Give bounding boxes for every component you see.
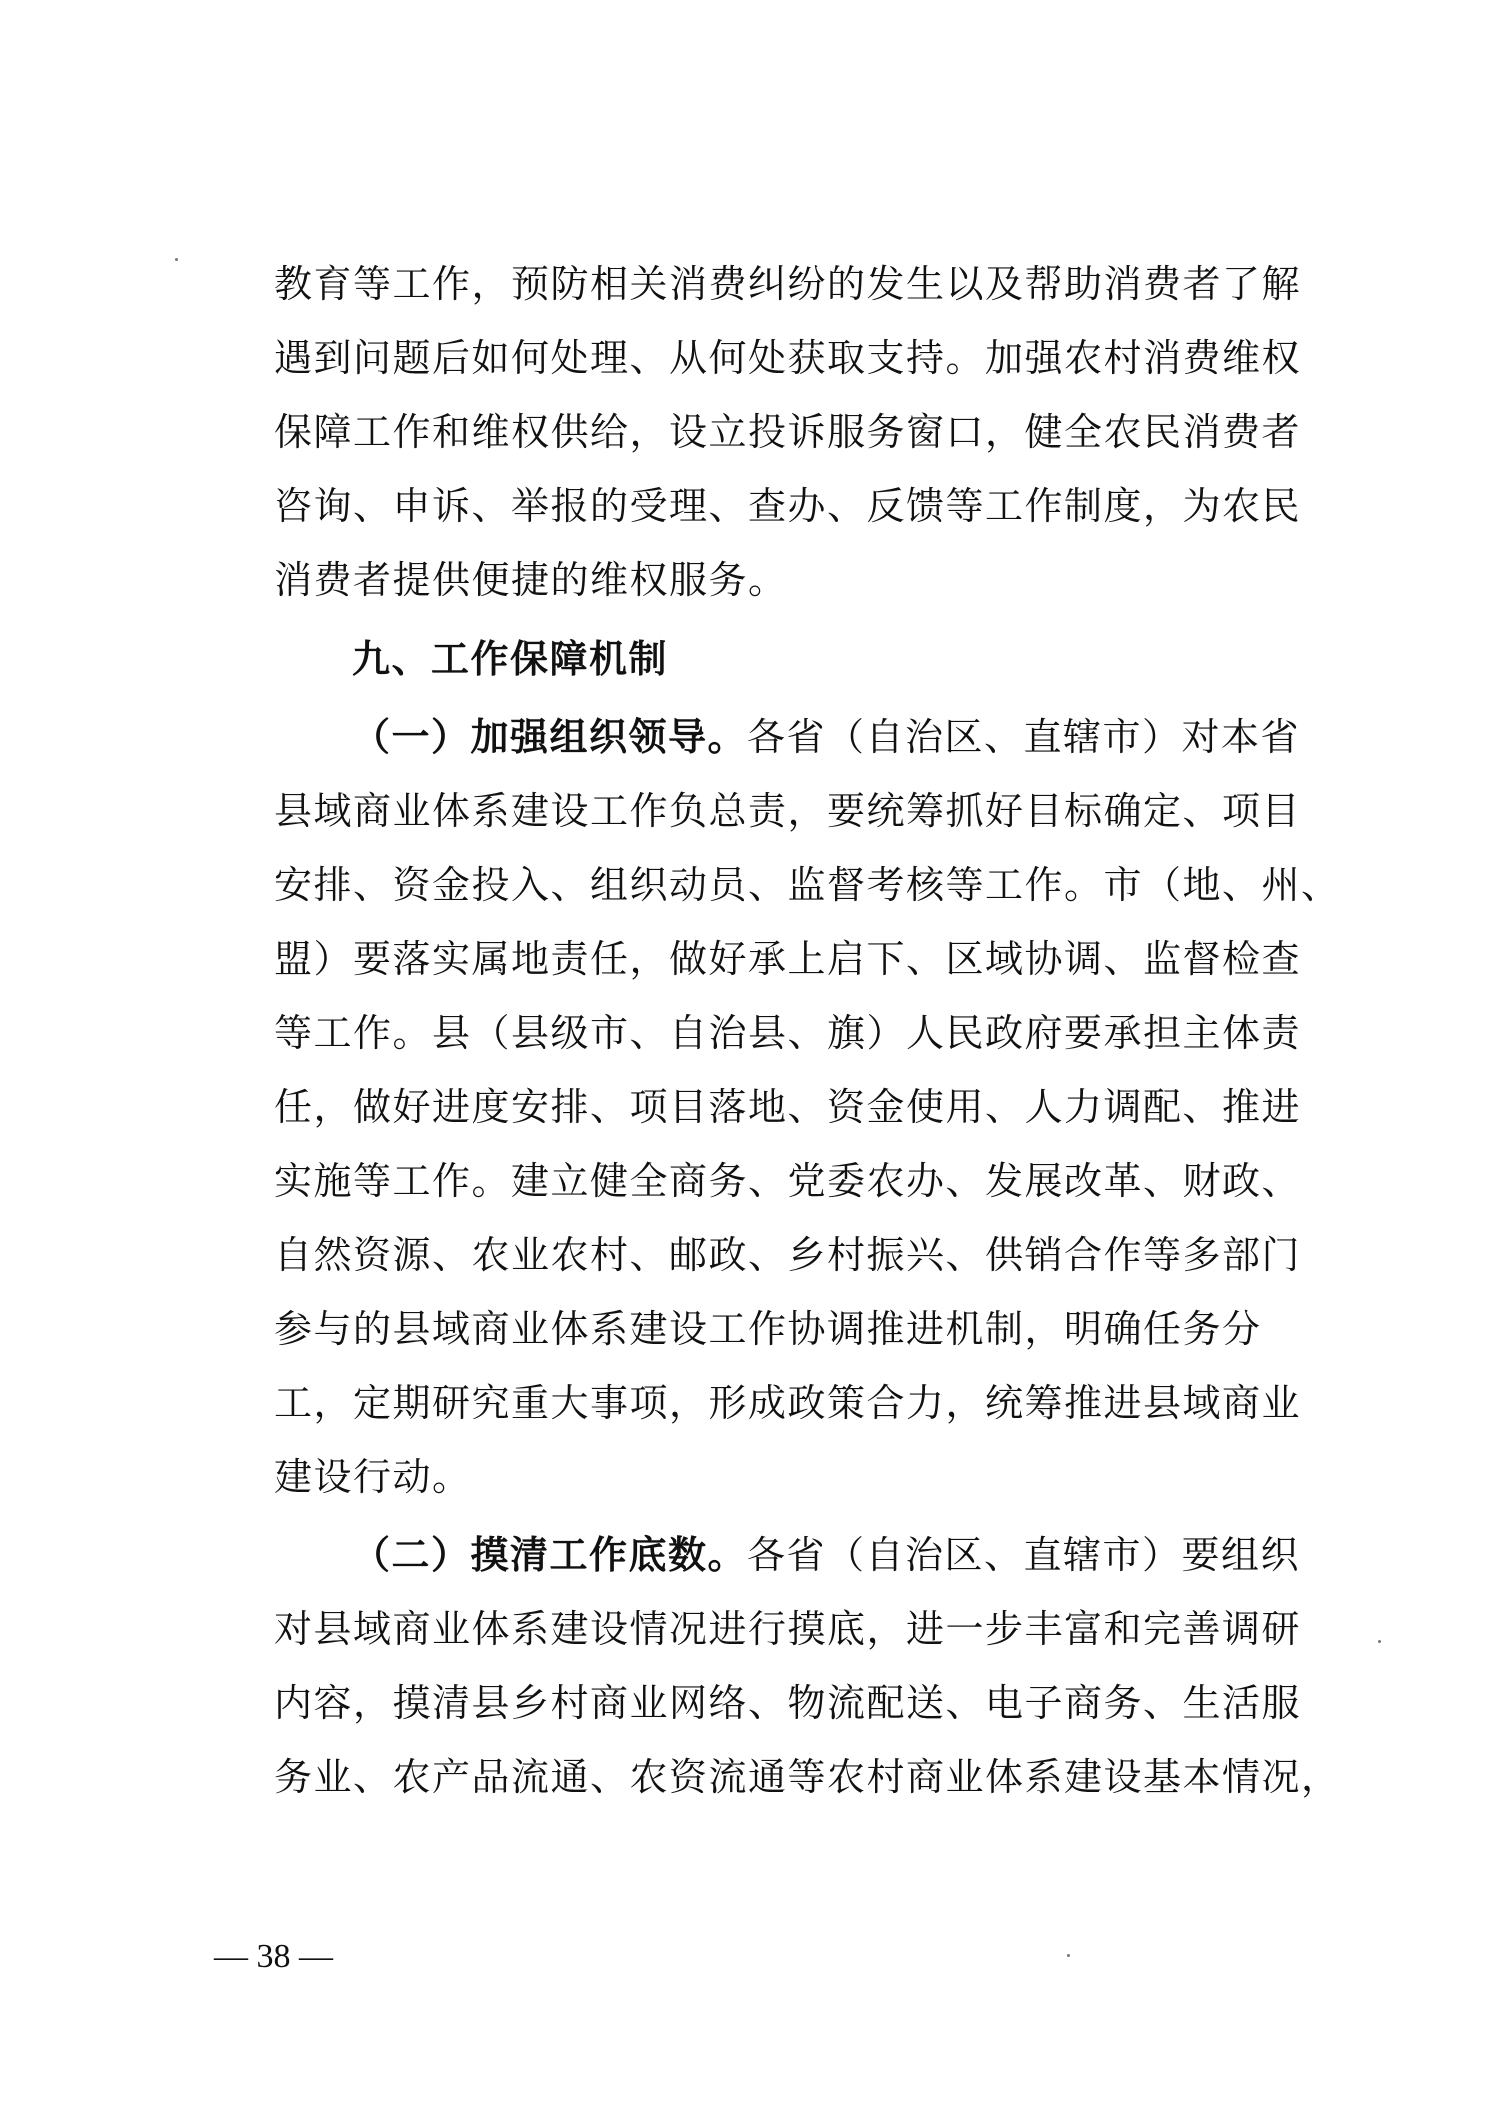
body-line: 建设行动。 xyxy=(274,1455,472,1499)
body-line: 实施等工作。建立健全商务、党委农办、发展改革、财政、 xyxy=(274,1159,1302,1203)
paragraph-first-line xyxy=(352,1518,1301,1592)
paragraph-lead: （一）加强组织领导。 xyxy=(352,714,748,759)
scan-speck xyxy=(175,258,178,261)
body-line: 教育等工作，预防相关消费纠纷的发生以及帮助消费者了解 xyxy=(274,262,1302,306)
body-line: 内容，摸清县乡村商业网络、物流配送、电子商务、生活服 xyxy=(274,1681,1302,1725)
body-line: 任，做好进度安排、项目落地、资金使用、人力调配、推进 xyxy=(274,1085,1302,1129)
body-line: 县域商业体系建设工作负总责，要统筹抓好目标确定、项目 xyxy=(274,789,1302,833)
body-line: 对县域商业体系建设情况进行摸底，进一步丰富和完善调研 xyxy=(274,1607,1302,1651)
paragraph-lead: （二）摸清工作底数。 xyxy=(352,1532,748,1577)
body-line: 参与的县域商业体系建设工作协调推进机制，明确任务分 xyxy=(274,1307,1262,1351)
body-line: 务业、农产品流通、农资流通等农村商业体系建设基本情况， xyxy=(274,1755,1341,1799)
scan-speck xyxy=(1067,1954,1070,1957)
body-line: 消费者提供便捷的维权服务。 xyxy=(274,558,788,602)
body-line: 遇到问题后如何处理、从何处获取支持。加强农村消费维权 xyxy=(274,336,1302,380)
scan-speck xyxy=(1378,1640,1381,1643)
body-line: 保障工作和维权供给，设立投诉服务窗口，健全农民消费者 xyxy=(274,410,1302,454)
body-line: 自然资源、农业农村、邮政、乡村振兴、供销合作等多部门 xyxy=(274,1233,1302,1277)
page-number: — 38 — xyxy=(214,1938,333,1975)
paragraph-text: 各省（自治区、直辖市）对本省 xyxy=(747,715,1301,759)
body-line: 盟）要落实属地责任，做好承上启下、区域协调、监督检查 xyxy=(274,937,1302,981)
section-heading: 九、工作保障机制 xyxy=(352,637,669,681)
paragraph-text: 各省（自治区、直辖市）要组织 xyxy=(747,1533,1301,1577)
body-line: 工，定期研究重大事项，形成政策合力，统筹推进县域商业 xyxy=(274,1381,1302,1425)
body-line: 安排、资金投入、组织动员、监督考核等工作。市（地、州、 xyxy=(274,863,1341,907)
body-line: 咨询、申诉、举报的受理、查办、反馈等工作制度，为农民 xyxy=(274,484,1302,528)
body-line: 等工作。县（县级市、自治县、旗）人民政府要承担主体责 xyxy=(274,1011,1302,1055)
paragraph-first-line xyxy=(352,700,1301,774)
